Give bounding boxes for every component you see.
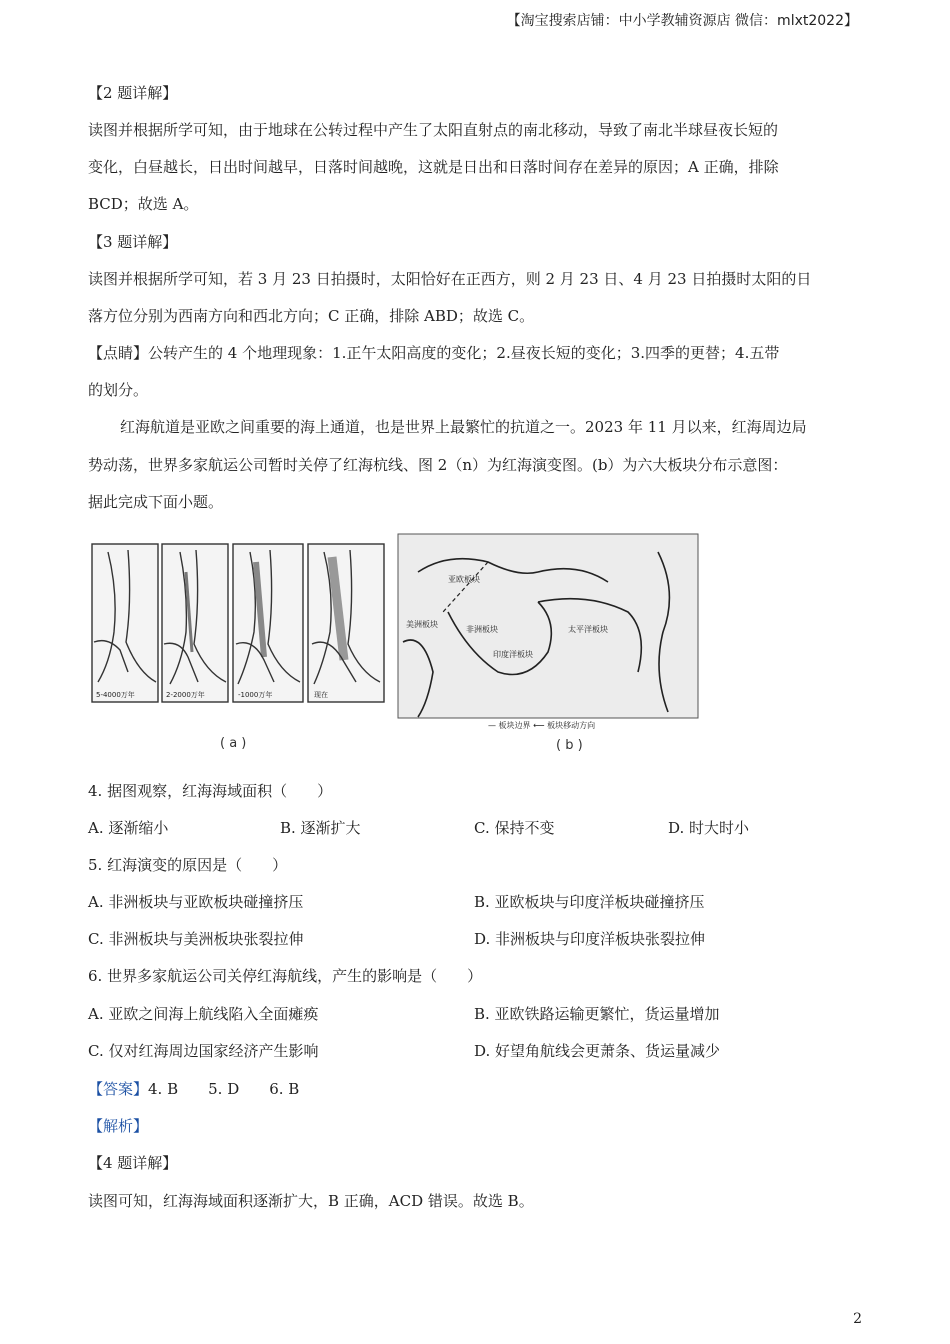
q4-stem: 4. 据图观察，红海海域面积（ ） [88, 782, 333, 800]
panel-label-3: -1000万年 [238, 691, 273, 699]
panel-label-2: 2-2000万年 [166, 691, 205, 699]
passage-line-3: 据此完成下面小题。 [88, 493, 224, 511]
panel-label-4: 现在 [314, 691, 328, 699]
analysis-label: 【解析】 [88, 1117, 149, 1135]
passage-line-1: 红海航道是亚欧之间重要的海上通道，也是世界上最繁忙的抗道之一。2023 年 11 月以来，红海周边局 [120, 418, 807, 436]
q2-title: 【2 题详解】 [88, 84, 178, 102]
tip-text-1: 公转产生的 4 个地理现象：1.正午太阳高度的变化；2.昼夜长短的变化；3.四季的更替；4.五带 [148, 344, 780, 362]
plate-label-eurasia: 亚欧板块 [448, 575, 480, 584]
q4-option-b: B. 逐渐扩大 [280, 819, 361, 837]
caption-b: ( b ) [556, 738, 583, 753]
tip-label: 【点睛】 [88, 344, 149, 362]
q5-option-c: C. 非洲板块与美洲板块张裂拉伸 [88, 930, 304, 948]
tip-line-1 [88, 342, 779, 363]
answer-label: 【答案】 [88, 1080, 149, 1098]
q4-option-c: C. 保持不变 [474, 819, 555, 837]
q6-option-a: A. 亚欧之间海上航线陷入全面瘫痪 [88, 1005, 319, 1023]
answer-line [88, 1078, 299, 1099]
q2-line-2: 变化，白昼越长，日出时间越早，日落时间越晚，这就是日出和日落时间存在差异的原因；A 正确，排除 [88, 158, 779, 176]
q4-detail-title: 【4 题详解】 [88, 1154, 178, 1172]
figure-a-panel-2 [162, 544, 228, 702]
answer-text: 4. B 5. D 6. B [148, 1080, 300, 1098]
figure-a-maps [88, 532, 700, 732]
figure-b-map [398, 534, 698, 730]
figure-a-panel-4 [308, 544, 384, 702]
q3-title: 【3 题详解】 [88, 233, 178, 251]
q6-option-d: D. 好望角航线会更萧条、货运量减少 [474, 1042, 721, 1060]
q6-stem: 6. 世界多家航运公司关停红海航线，产生的影响是（ ） [88, 967, 483, 985]
q6-option-b: B. 亚欧铁路运输更繁忙，货运量增加 [474, 1005, 720, 1023]
q4-option-a: A. 逐渐缩小 [88, 819, 169, 837]
q2-line-1: 读图并根据所学可知，由于地球在公转过程中产生了太阳直射点的南北移动，导致了南北半球昼夜长短的 [88, 121, 779, 139]
caption-a: ( a ) [220, 736, 247, 751]
figure-b-legend: — 板块边界 ⟵ 板块移动方向 [488, 721, 596, 730]
page-header: 【淘宝搜索店铺：中小学教辅资源店 微信：mlxt2022】 [506, 13, 858, 29]
page-number: 2 [853, 1311, 862, 1327]
panel-label-1: 5-4000万年 [96, 691, 135, 699]
tip-line-2: 的划分。 [88, 381, 149, 399]
q4-option-d: D. 时大时小 [668, 819, 750, 837]
q4-detail-line: 读图可知，红海海域面积逐渐扩大，B 正确，ACD 错误。故选 B。 [88, 1192, 534, 1210]
figure-a-panel-3 [233, 544, 303, 702]
q3-line-2: 落方位分别为西南方向和西北方向；C 正确，排除 ABD；故选 C。 [88, 307, 535, 325]
q5-option-d: D. 非洲板块与印度洋板块张裂拉伸 [474, 930, 706, 948]
q5-stem: 5. 红海演变的原因是（ ） [88, 856, 288, 874]
q2-line-3: BCD；故选 A。 [88, 195, 199, 213]
plate-label-pacific: 太平洋板块 [568, 625, 608, 634]
plate-label-america: 美洲板块 [406, 620, 438, 629]
passage-line-2: 势动荡，世界多家航运公司暂时关停了红海杭线、图 2（n）为红海演变图。(b）为六大板块分布示意图： [88, 456, 788, 474]
plate-label-indian: 印度洋板块 [493, 650, 533, 659]
q5-option-b: B. 亚欧板块与印度洋板块碰撞挤压 [474, 893, 705, 911]
q6-option-c: C. 仅对红海周边国家经济产生影响 [88, 1042, 319, 1060]
red-sea-figure [88, 532, 700, 760]
plate-label-africa: 非洲板块 [466, 625, 498, 634]
q3-line-1: 读图并根据所学可知，若 3 月 23 日拍摄时，太阳恰好在正西方，则 2 月 23 日、4 月 23 日拍摄时太阳的日 [88, 270, 812, 288]
figure-a-panel-1 [92, 544, 158, 702]
q5-option-a: A. 非洲板块与亚欧板块碰撞挤压 [88, 893, 304, 911]
